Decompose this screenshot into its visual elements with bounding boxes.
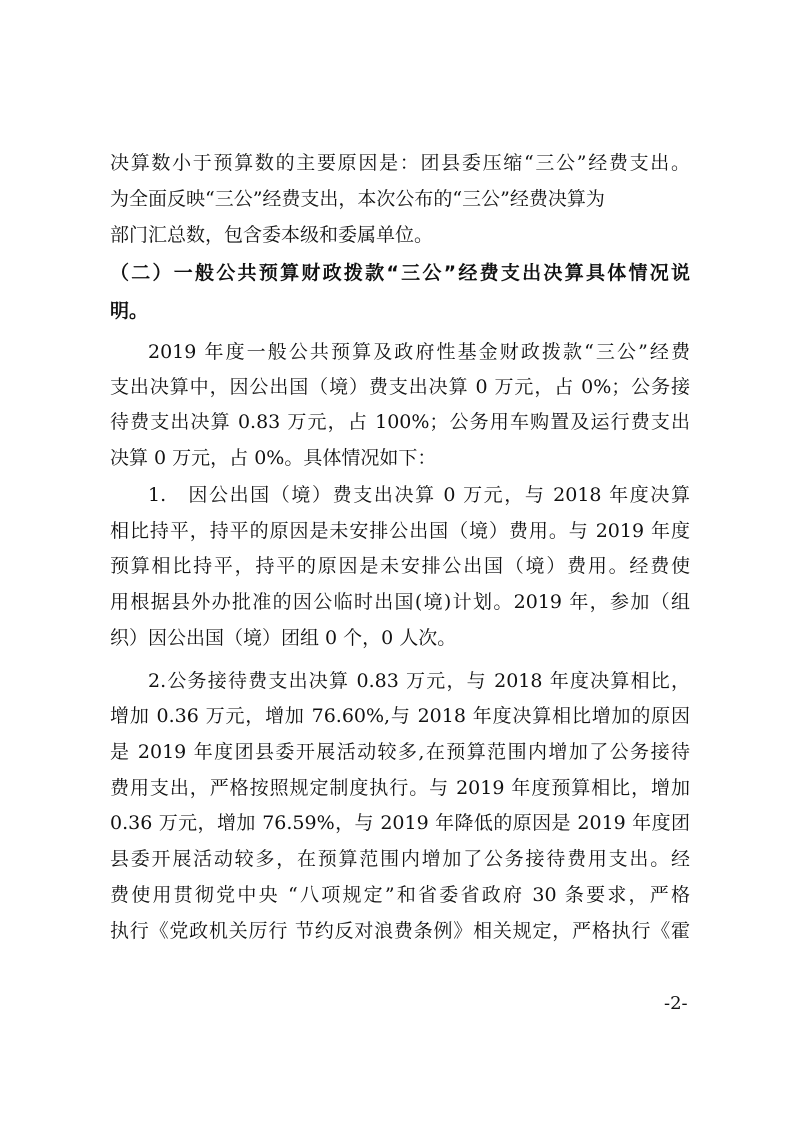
text-line: 费使用贯彻党中央 “八项规定”和省委省政府 30 条要求，严格 (110, 884, 690, 906)
text-line: 相比持平，持平的原因是未安排公出国（境）费用。与 2019 年度 (110, 520, 690, 542)
text-line: 为全面反映“三公”经费支出，本次公布的“三公”经费决算为 (110, 188, 605, 210)
text-line: 用根据县外办批准的因公临时出国(境)计划。2019 年，参加（组 (110, 591, 690, 613)
text-line: 是 2019 年度团县委开展活动较多,在预算范围内增加了公务接待 (110, 741, 690, 763)
text-line: 支出决算中，因公出国（境）费支出决算 0 万元，占 0%；公务接 (110, 376, 690, 398)
text-line: 部门汇总数，包含委本级和委属单位。 (110, 224, 434, 246)
text-line: 县委开展活动较多，在预算范围内增加了公务接待费用支出。经 (110, 848, 690, 870)
section-heading: 明。 (110, 300, 149, 322)
page-number: -2- (664, 993, 688, 1014)
text-line: 待费支出决算 0.83 万元，占 100%；公务用车购置及运行费支出 (110, 411, 690, 433)
text-line: 增加 0.36 万元，增加 76.60%,与 2018 年度决算相比增加的原因 (110, 705, 690, 727)
text-line: 2019 年度一般公共预算及政府性基金财政拨款“三公”经费 (148, 341, 690, 363)
text-line: 费用支出，严格按照规定制度执行。与 2019 年度预算相比，增加 (110, 777, 690, 799)
text-line: 1. 因公出国（境）费支出决算 0 万元，与 2018 年度决算 (148, 484, 690, 506)
text-line: 决算 0 万元，占 0%。具体情况如下： (110, 447, 437, 469)
text-line: 决算数小于预算数的主要原因是：团县委压缩“三公”经费支出。 (110, 152, 690, 174)
text-line: 预算相比持平，持平的原因是未安排公出国（境）费用。经费使 (110, 555, 690, 577)
section-heading: （二）一般公共预算财政拨款“三公”经费支出决算具体情况说 (110, 262, 690, 284)
text-line: 执行《党政机关厉行 节约反对浪费条例》相关规定，严格执行《霍 (110, 920, 690, 942)
text-line: 0.36 万元，增加 76.59%，与 2019 年降低的原因是 2019 年度团 (110, 812, 690, 834)
text-line: 2.公务接待费支出决算 0.83 万元，与 2018 年度决算相比， (148, 670, 690, 692)
text-line: 织）因公出国（境）团组 0 个，0 人次。 (110, 627, 457, 649)
